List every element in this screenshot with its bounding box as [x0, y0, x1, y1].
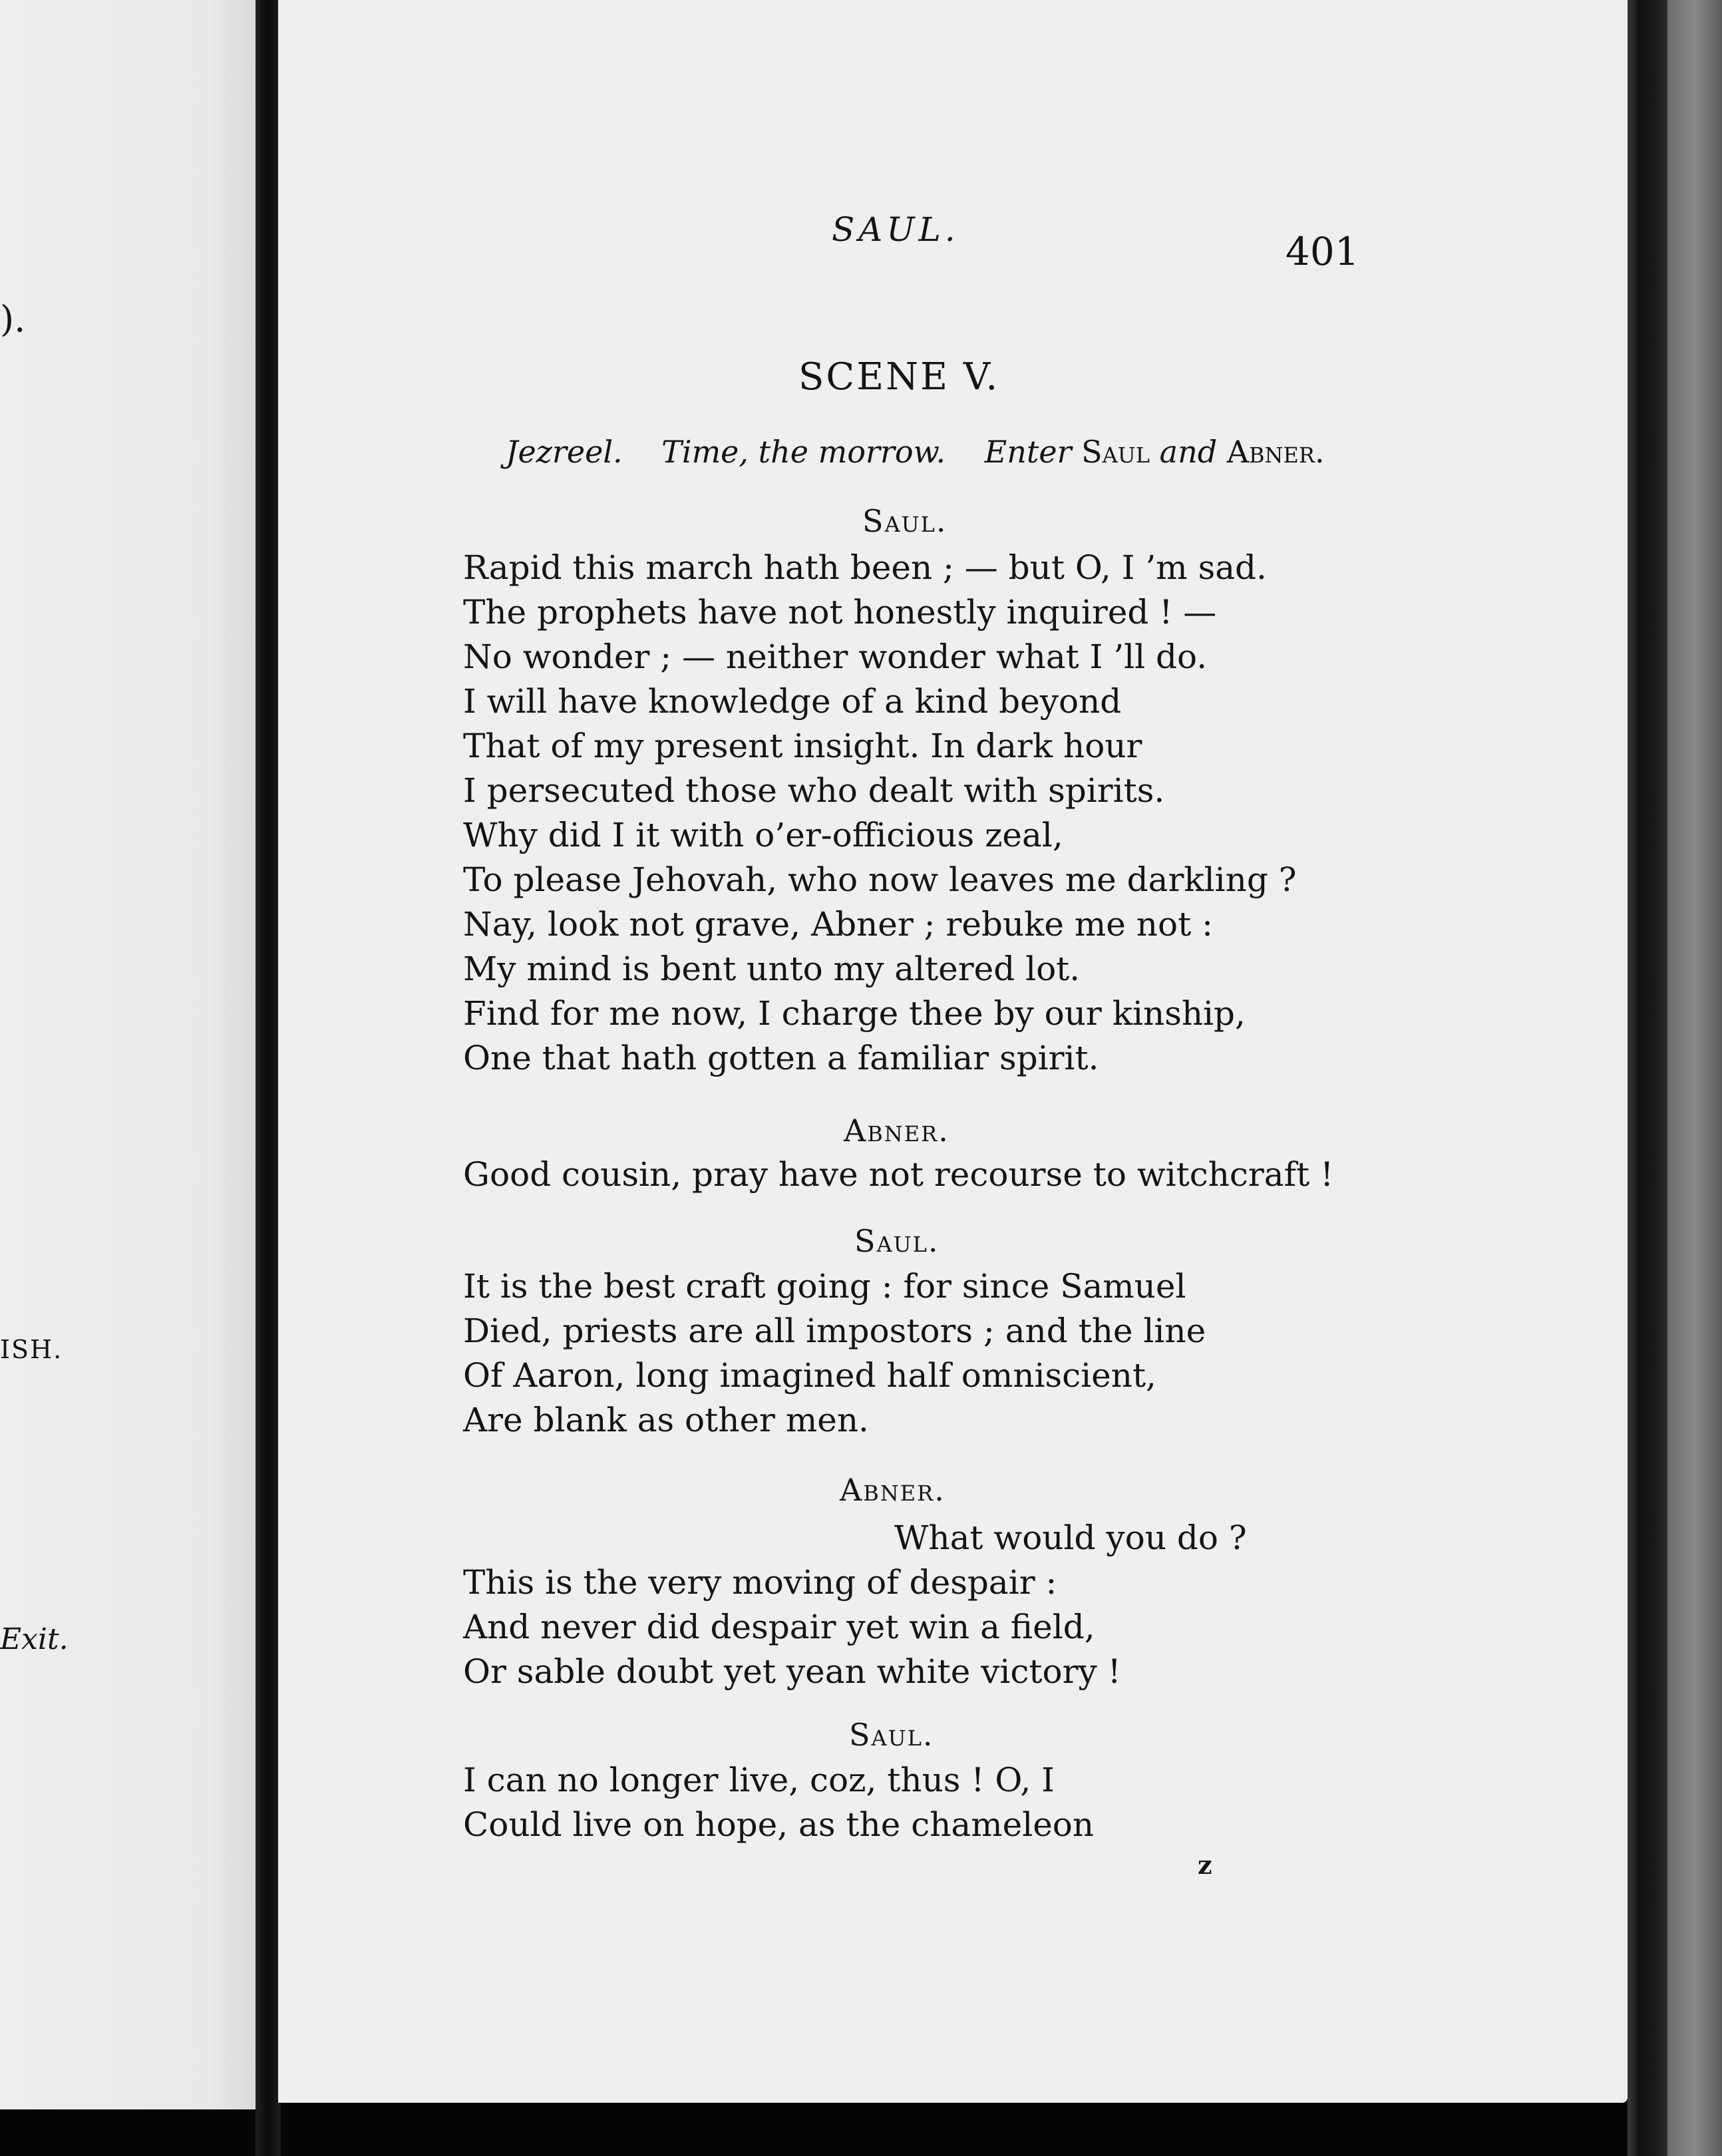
speaker-name: Abner. — [844, 1113, 949, 1149]
verse-line: Find for me now, I charge thee by our kinship, — [463, 994, 1246, 1033]
verse-line: My mind is bent unto my altered lot. — [463, 950, 1081, 988]
verse-line: Of Aaron, long imagined half omniscient, — [463, 1356, 1156, 1395]
scene-title: SCENE V. — [798, 355, 1000, 399]
speaker-name: Abner. — [840, 1472, 946, 1508]
page-edge-light — [1667, 0, 1722, 2156]
verse-line: Could live on hope, as the chameleon — [463, 1805, 1095, 1844]
verse-line: Rapid this march hath been ; — but O, I ’m sad. — [463, 548, 1267, 587]
verse-line: I will have knowledge of a kind beyond — [463, 682, 1122, 721]
verse-line: And never did despair yet win a field, — [463, 1608, 1095, 1646]
stage-direction — [506, 434, 1325, 470]
verse-line: To please Jehovah, who now leaves me darkling ? — [463, 860, 1297, 899]
book-gutter — [256, 0, 281, 2156]
verse-line: I can no longer live, coz, thus ! O, I — [463, 1761, 1055, 1799]
speech-block — [463, 546, 1297, 1081]
left-fragment-ish: ISH. — [0, 1335, 63, 1364]
left-page — [0, 0, 259, 2109]
speech-block — [463, 1153, 1333, 1197]
left-fragment-paren: ). — [0, 298, 26, 340]
verse-line: I persecuted those who dealt with spirits. — [463, 771, 1165, 810]
verse-line: This is the very moving of despair : — [463, 1563, 1057, 1602]
verse-line: That of my present insight. In dark hour — [463, 727, 1142, 765]
stage-character-abner: Abner. — [1226, 434, 1325, 470]
stage-time: Time, the morrow. — [661, 434, 946, 470]
verse-line: Good cousin, pray have not recourse to witchcraft ! — [463, 1155, 1334, 1194]
verse-line: Nay, look not grave, Abner ; rebuke me not : — [463, 905, 1213, 944]
left-fragment-exit: Exit. — [0, 1622, 69, 1656]
speech-block — [463, 1264, 1206, 1443]
page-edge-dark — [1628, 0, 1667, 2156]
verse-line: Or sable doubt yet yean white victory ! — [463, 1652, 1121, 1691]
verse-line: Why did I it with o’er-officious zeal, — [463, 816, 1063, 854]
verse-line: One that hath gotten a familiar spirit. — [463, 1039, 1099, 1077]
stage-and: and — [1159, 434, 1218, 470]
verse-line: Are blank as other men. — [463, 1401, 869, 1439]
stage-enter: Enter — [984, 434, 1072, 470]
running-title: SAUL. — [832, 210, 959, 249]
speaker-name: Saul. — [849, 1717, 934, 1753]
verse-line: The prophets have not honestly inquired ! — — [463, 593, 1217, 631]
speaker-name: Saul. — [862, 503, 947, 539]
verse-line: Died, priests are all impostors ; and the line — [463, 1312, 1206, 1350]
stage-place: Jezreel. — [506, 434, 623, 470]
verse-line: What would you do ? — [894, 1519, 1247, 1557]
verse-line: No wonder ; — neither wonder what I ’ll do. — [463, 637, 1208, 676]
signature-mark: z — [1198, 1850, 1212, 1880]
stage-character-saul: Saul — [1081, 434, 1150, 470]
page-number: 401 — [1286, 229, 1359, 274]
verse-line: It is the best craft going : for since Samuel — [463, 1267, 1186, 1306]
speaker-name: Saul. — [854, 1223, 940, 1259]
speech-block — [463, 1758, 1094, 1847]
speech-block — [463, 1516, 1247, 1694]
